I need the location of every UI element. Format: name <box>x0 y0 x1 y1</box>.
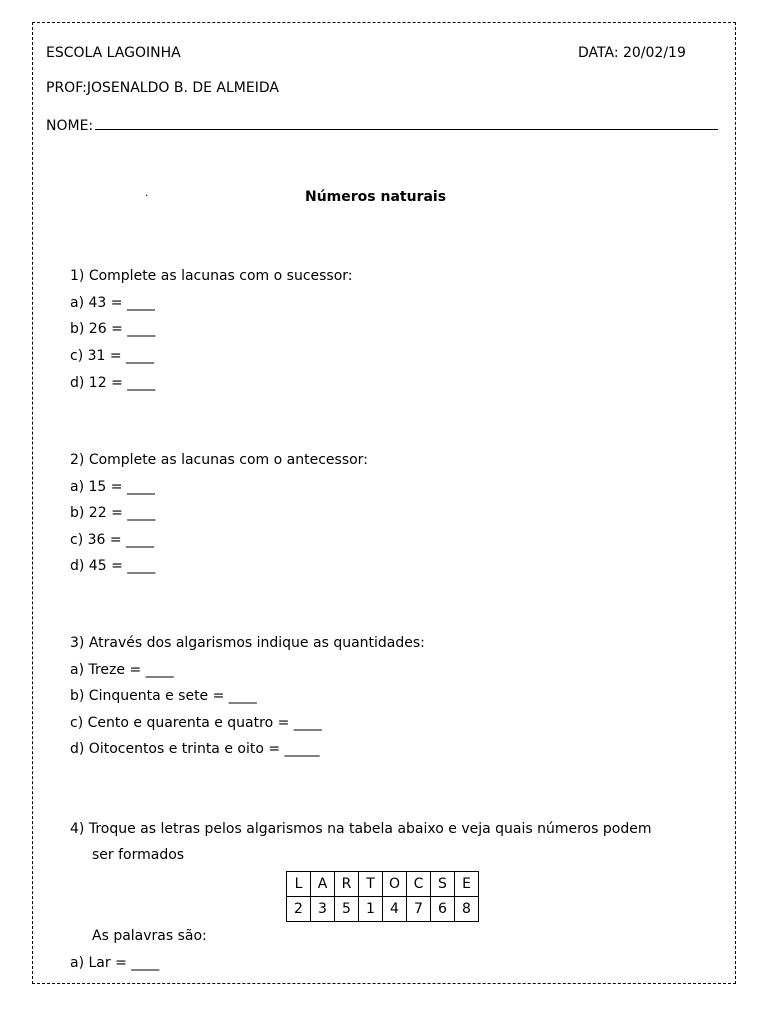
name-line[interactable] <box>95 117 718 130</box>
letter-cell: C <box>407 872 431 897</box>
digit-cell: 6 <box>431 897 455 922</box>
letter-cell: L <box>287 872 311 897</box>
digit-cell: 3 <box>311 897 335 922</box>
question-4-item: a) Lar = ____ <box>70 955 160 971</box>
letter-cell: R <box>335 872 359 897</box>
worksheet-border <box>32 22 736 984</box>
question-1-item: a) 43 = ____ <box>70 295 155 311</box>
name-field[interactable] <box>46 117 718 133</box>
question-2-item: a) 15 = ____ <box>70 479 155 495</box>
question-4-prompt: 4) Troque as letras pelos algarismos na tabela abaixo e veja quais números podem <box>70 821 652 837</box>
digits-row <box>287 897 479 922</box>
digit-cell: 2 <box>287 897 311 922</box>
letter-cell: O <box>383 872 407 897</box>
name-label: NOME: <box>46 118 94 134</box>
words-label: As palavras são: <box>92 928 207 944</box>
digit-cell: 8 <box>455 897 479 922</box>
question-2-item: d) 45 = ____ <box>70 558 156 574</box>
question-2-item: b) 22 = ____ <box>70 505 156 521</box>
school-name: ESCOLA LAGOINHA <box>46 45 181 61</box>
teacher-name: PROF:JOSENALDO B. DE ALMEIDA <box>46 80 279 96</box>
question-4-prompt-continued: ser formados <box>92 847 185 863</box>
stray-dot: · <box>145 189 149 202</box>
question-3-item: d) Oitocentos e trinta e oito = _____ <box>70 741 320 757</box>
letter-cell: A <box>311 872 335 897</box>
question-1-item: c) 31 = ____ <box>70 348 155 364</box>
digit-cell: 1 <box>359 897 383 922</box>
question-3-prompt: 3) Através dos algarismos indique as quantidades: <box>70 635 425 651</box>
digit-cell: 4 <box>383 897 407 922</box>
page-title: Números naturais <box>305 189 447 205</box>
question-3-item: b) Cinquenta e sete = ____ <box>70 688 257 704</box>
letter-cell: E <box>455 872 479 897</box>
digit-cell: 5 <box>335 897 359 922</box>
question-2-prompt: 2) Complete as lacunas com o antecessor: <box>70 452 368 468</box>
digit-cell: 7 <box>407 897 431 922</box>
question-1-item: d) 12 = ____ <box>70 375 156 391</box>
question-2-item: c) 36 = ____ <box>70 532 155 548</box>
letters-row <box>287 872 479 897</box>
date: DATA: 20/02/19 <box>578 45 686 61</box>
question-1-prompt: 1) Complete as lacunas com o sucessor: <box>70 268 353 284</box>
question-3-item: c) Cento e quarenta e quatro = ____ <box>70 715 322 731</box>
question-1-item: b) 26 = ____ <box>70 321 156 337</box>
question-3-item: a) Treze = ____ <box>70 662 174 678</box>
letter-cell: S <box>431 872 455 897</box>
letter-digit-table <box>286 871 479 922</box>
letter-cell: T <box>359 872 383 897</box>
